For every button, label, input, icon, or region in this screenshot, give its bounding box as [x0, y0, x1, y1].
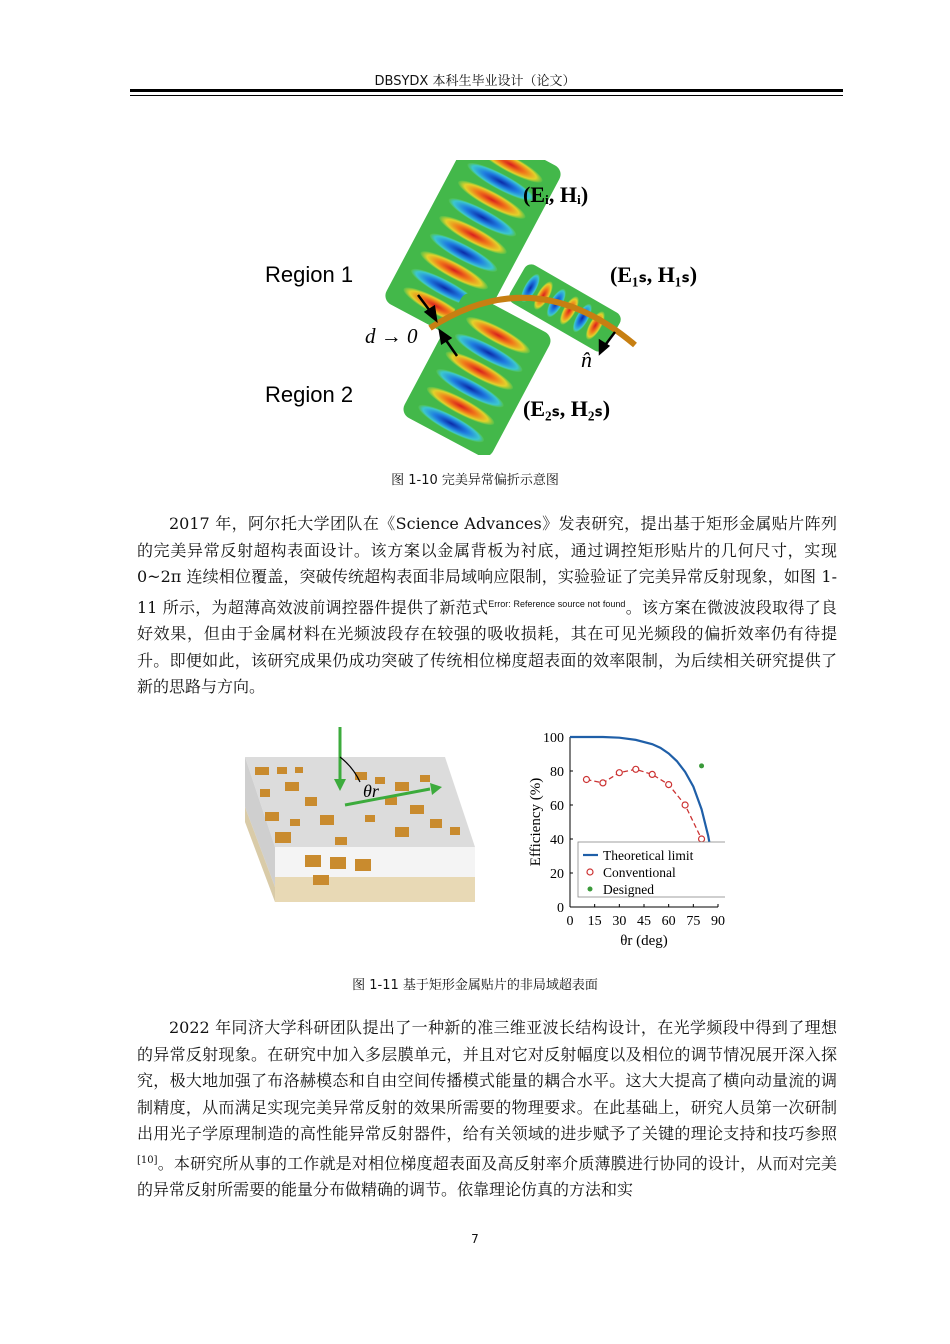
legend-label: Conventional: [603, 865, 676, 880]
legend-label: Theoretical limit: [603, 848, 694, 863]
x-tick-label: 45: [637, 914, 651, 929]
gap-label: d → 0: [365, 324, 418, 348]
y-axis-label: Efficiency (%): [528, 777, 544, 867]
region2-label: Region 2: [265, 382, 354, 407]
legend-label: Designed: [603, 882, 654, 897]
x-tick-label: 0: [566, 914, 574, 929]
conventional-point: [649, 771, 655, 777]
citation-10: [10]: [137, 1154, 158, 1166]
conventional-point: [633, 766, 639, 772]
x-axis-label: θr (deg): [620, 933, 668, 949]
para1-text-a: 2017 年，阿尔托大学团队在《Science Advances》发表研究，提出基于矩形金属贴片阵列的完美异常反射超构表面设计。该方案以金属背板为衬底，通过调控矩形贴片的几何尺寸，实现 0~2π 连续相位覆盖，突破传统超构表面非局域响应限制，实验验证了完美异常反射现象，如图 1-11 所示，为超薄高效波前调控器件提供了新范式: [137, 514, 837, 617]
y-tick-label: 100: [543, 731, 564, 746]
para2-text-b: 。本研究所从事的工作就是对相位梯度超表面及高反射率介质薄膜进行协同的设计，从而对完美的异常反射所需要的能量分布做精确的调节。依靠理论仿真的方法和实: [137, 1153, 837, 1199]
conventional-point: [583, 777, 589, 783]
y-tick-label: 80: [550, 765, 564, 780]
header-rule-thick: [130, 89, 843, 92]
conventional-point: [600, 780, 606, 786]
y-tick-label: 60: [550, 799, 564, 814]
header-rule-thin: [130, 95, 843, 96]
conventional-point: [682, 802, 688, 808]
figure-nonlocal-metasurface: [245, 727, 725, 959]
region1-label: Region 1: [265, 262, 354, 287]
page-number: 7: [471, 1232, 479, 1246]
x-tick-label: 90: [711, 914, 725, 929]
y-tick-label: 0: [557, 901, 564, 916]
x-tick-label: 60: [661, 914, 676, 929]
designed-point: [699, 763, 704, 768]
y-tick-label: 40: [550, 833, 564, 848]
figure-anomalous-deflection: [255, 160, 735, 455]
transmitted-field-label: (E₂ₛ, H₂ₛ): [523, 396, 611, 421]
paragraph-1: [137, 511, 837, 701]
x-tick-label: 30: [612, 914, 627, 929]
conventional-point: [699, 836, 705, 842]
incident-field-label: (Eᵢ, Hᵢ): [523, 182, 589, 207]
page-header: DBSYDX 本科生毕业设计（论文）: [374, 74, 576, 89]
normal-label: n̂: [581, 347, 592, 372]
conventional-point: [616, 770, 622, 776]
conventional-point: [666, 782, 672, 788]
x-tick-label: 75: [686, 914, 701, 929]
theta-r-label: θr: [363, 781, 379, 801]
figure2-caption: 图 1-11 基于矩形金属贴片的非局域超表面: [352, 978, 598, 993]
para2-text-a: 2022 年同济大学科研团队提出了一种新的准三维亚波长结构设计，在光学频段中得到了理想的异常反射现象。在研究中加入多层膜单元，并且对它对反射幅度以及相位的调节情况展开深入探究，极大地加强了布洛赫模态和自由空间传播模式能量的耦合水平。这大大提高了横向动量流的调制精度，从而满足实现完美异常反射的效果所需要的物理要求。在此基础上，研究人员第一次研制出用光子学原理制造的高性能异常反射器件，给有关领域的进步赋予了关键的理论支持和技巧参照: [137, 1018, 837, 1143]
figure1-caption: 图 1-10 完美异常偏折示意图: [391, 473, 559, 488]
paragraph-2: [137, 1015, 837, 1204]
para1-text-b: 。该方案在微波波段取得了良好效果，但由于金属材料在光频波段存在较强的吸收损耗，其在可见光频段的偏折效率仍有待提升。即便如此，该研究成果仍成功突破了传统相位梯度超表面的效率限制，为后续相关研究提供了新的思路与方向。: [137, 597, 837, 696]
legend-swatch: [588, 887, 593, 892]
reflected-field-label: (E₁ₛ, H₁ₛ): [610, 262, 698, 287]
x-tick-label: 15: [587, 914, 602, 929]
efficiency-chart: [528, 731, 725, 949]
legend-swatch: [587, 869, 593, 875]
metasurface-illustration: [245, 727, 475, 902]
y-tick-label: 20: [550, 867, 564, 882]
reference-error: Error: Reference source not found: [488, 598, 626, 609]
